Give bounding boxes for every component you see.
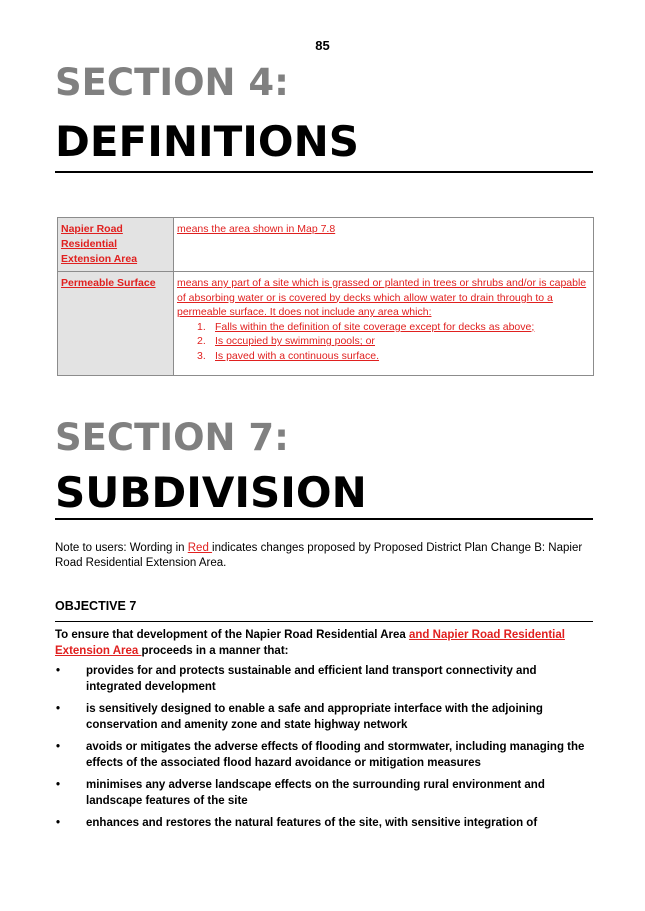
- bullet-text: provides for and protects sustainable and efficient land transport connectivity and integrated development: [86, 665, 537, 693]
- list-item-text: Is occupied by swimming pools; or: [215, 335, 375, 347]
- list-item: [55, 701, 595, 733]
- definition-text: means any part of a site which is grassed or planted in trees or shrubs and/or is capable of absorbing water or is covered by decks which allow water to drain through to a permeable surface. It does not include any area which:: [177, 277, 587, 318]
- section-7-title: SUBDIVISION: [55, 468, 367, 517]
- bullet-icon: •: [56, 741, 61, 753]
- list-item: [55, 663, 595, 695]
- definition-term: Napier Road Residential Extension Area: [58, 218, 174, 272]
- section-7-rule: [55, 518, 593, 520]
- section-4-label: SECTION 4:: [55, 61, 289, 104]
- bullet-icon: •: [56, 817, 61, 829]
- list-item-text: Is paved with a continuous surface.: [215, 349, 380, 362]
- objective-rule: [55, 621, 593, 622]
- list-item: [177, 320, 590, 335]
- bullet-icon: •: [56, 779, 61, 791]
- list-item: [177, 349, 590, 364]
- objective-heading: OBJECTIVE 7: [55, 599, 137, 613]
- table-row: [58, 272, 594, 376]
- definition-term: Permeable Surface: [58, 272, 174, 376]
- section-4-rule: [55, 171, 593, 173]
- page-number: 85: [315, 38, 330, 53]
- bullet-text: enhances and restores the natural features of the site, with sensitive integration of: [86, 817, 538, 829]
- objective-intro-text: To ensure that development of the Napier Road Residential Area: [55, 629, 410, 641]
- bullet-text: avoids or mitigates the adverse effects of flooding and stormwater, including managing the effects of the associated flood hazard avoidance or mitigation measures: [86, 741, 585, 769]
- list-item: [55, 777, 595, 809]
- section-7-label: SECTION 7:: [55, 416, 289, 459]
- section-4-title: DEFINITIONS: [55, 117, 360, 166]
- bullet-icon: •: [56, 703, 61, 715]
- list-item: [177, 334, 590, 349]
- objective-intro: [55, 627, 595, 659]
- table-row: [58, 218, 594, 272]
- bullet-text: minimises any adverse landscape effects on the surrounding rural environment and landscape features of the site: [86, 779, 545, 807]
- list-item-number: 2.: [197, 335, 206, 347]
- note-to-users: [55, 541, 595, 571]
- objective-intro-end: proceeds in a manner that:: [141, 645, 289, 657]
- list-item: [55, 815, 595, 831]
- list-item-number: 1.: [197, 320, 206, 333]
- definition-sublist: [177, 320, 590, 364]
- bullet-text: is sensitively designed to enable a safe and appropriate interface with the adjoining conservation and amenity zone and state highway network: [86, 703, 543, 731]
- objective-intro-red: and Napier Road Residential Extension Area: [55, 629, 565, 657]
- list-item: [55, 739, 595, 771]
- note-suffix: indicates changes proposed by Proposed District Plan Change B: Napier Road Residential Extension Area.: [55, 542, 583, 569]
- definition-cell: [174, 272, 594, 376]
- note-prefix: Note to users: Wording in: [55, 542, 188, 554]
- bullet-icon: •: [56, 665, 61, 677]
- definitions-table: [57, 217, 594, 376]
- definition-text: means the area shown in Map 7.8: [174, 218, 594, 272]
- list-item-number: 3.: [197, 349, 206, 362]
- list-item-text: Falls within the definition of site coverage except for decks as above;: [215, 320, 535, 333]
- note-red-word: Red: [187, 542, 213, 554]
- objective-bullet-list: [55, 663, 595, 837]
